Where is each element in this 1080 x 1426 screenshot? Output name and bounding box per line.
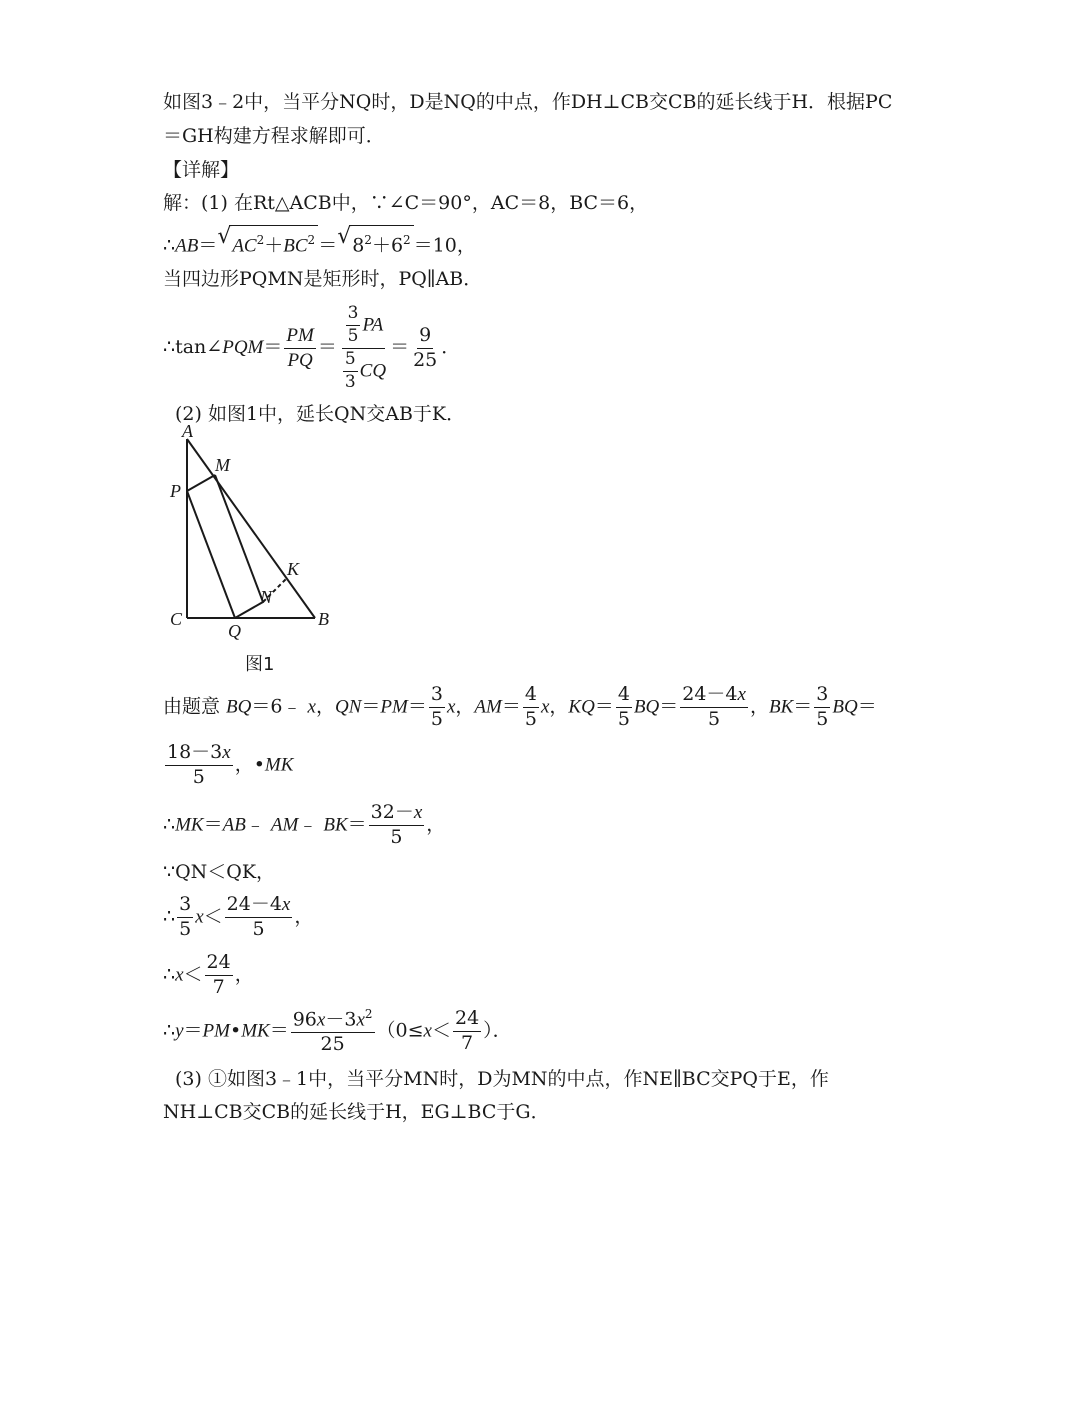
- formula-inequality: ∴ $\frac{3}{5}$ x＜ $\frac{24-4x}{5}$ ，: [163, 893, 314, 940]
- formula-y: ∴y＝PM•MK＝ $\frac{96x-3x^2}{25}$ （0≤x＜ $\frac{24}{7}$ ）．: [163, 1007, 512, 1056]
- formula-mk: ∴MK＝AB﹣ AM﹣ BK＝ $\frac{32-x}{5}$ ，: [163, 801, 446, 848]
- text-line-qn-qk: ∵QN＜QK，: [163, 861, 276, 883]
- formula-given: 由题意 BQ＝6﹣ x，QN＝PM＝ $\frac{3}{5}$ x，AM＝ $\frac{4}{5}$ x，KQ＝ $\frac{4}{5}$ BQ＝ $\frac{24-4x}{5}$ ，BK＝ $\frac{3}{5}$ BQ＝: [163, 683, 877, 730]
- label-M: M: [215, 455, 230, 475]
- label-C: C: [170, 609, 183, 629]
- formula-bk-value: $\frac{18-3x}{5}$ ，•MK: [167, 741, 294, 788]
- label-K: K: [287, 559, 300, 579]
- text-line-part3-cont: NH⊥CB交CB的延长线于H，EG⊥BC于G．: [163, 1101, 550, 1123]
- geometry-figure-1: [160, 425, 350, 645]
- formula-x-range: ∴x＜ $\frac{24}{7}$ ，: [163, 951, 254, 998]
- section-heading-detail: 【详解】: [163, 159, 240, 181]
- text-line-1: 如图3﹣2中，当平分NQ时，D是NQ的中点，作DH⊥CB交CB的延长线于H．根据PC: [163, 91, 893, 113]
- label-A: A: [182, 425, 193, 441]
- text-line-rectangle: 当四边形PQMN是矩形时，PQ∥AB．: [163, 268, 483, 290]
- label-B: B: [318, 609, 329, 629]
- label-Q: Q: [228, 621, 241, 641]
- text-line-part2: (2) 如图1中，延长QN交AB于K．: [175, 403, 466, 425]
- text-line-part3: (3) ①如图3﹣1中，当平分MN时，D为MN的中点，作NE∥BC交PQ于E，作: [175, 1068, 829, 1090]
- figure-caption: 图1: [245, 654, 275, 675]
- text-line-solution-1: 解：(1) 在Rt△ACB中，∵∠C＝90°，AC＝8，BC＝6，: [163, 192, 649, 214]
- label-P: P: [170, 481, 181, 501]
- formula-tan: ∴tan∠PQM＝ $\frac{PM}{PQ}$ ＝ $\frac{3}{5}$ PA $\frac{5}{3}$ CQ ＝ $\frac{9}{25}$ ．: [163, 303, 461, 392]
- text-line-2: ＝GH构建方程求解即可．: [163, 125, 385, 147]
- label-N: N: [260, 587, 273, 607]
- formula-ab: ∴AB＝ √ $AC^2+BC^2$ ＝ √ $8^2+6^2 =10$，: [163, 225, 476, 260]
